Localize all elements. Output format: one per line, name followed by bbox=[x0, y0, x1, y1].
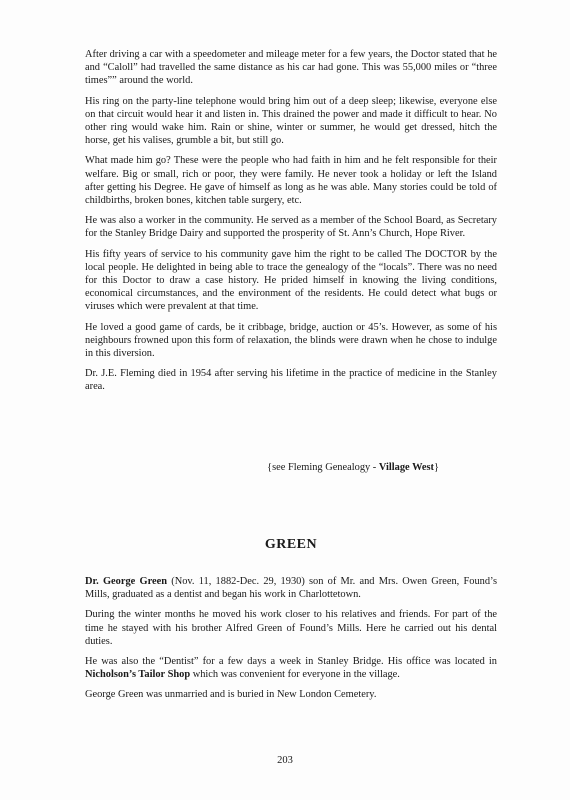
paragraph-cards: He loved a good game of cards, be it cribbage, bridge, auction or 45’s. However, as some of his neighbours frowned upon this form of relaxation, the blinds were drawn when he chose to indulge in this diversion. bbox=[85, 321, 497, 360]
fleming-section bbox=[85, 48, 497, 401]
paragraph-community: He was also a worker in the community. He served as a member of the School Board, as Secretary for the Stanley Bridge Dairy and supported the prosperity of St. Ann’s Church, Hope River. bbox=[85, 215, 497, 240]
section-heading-green: GREEN bbox=[264, 537, 318, 552]
paragraph-burial: George Green was unmarried and is buried in New London Cemetery. bbox=[85, 689, 377, 701]
reference-prefix: {see Fleming Genealogy - bbox=[267, 462, 379, 473]
genealogy-reference bbox=[85, 461, 497, 474]
dentist-before: He was also the “Dentist” for a few days a week in Stanley Bridge. His office was located in bbox=[85, 656, 497, 668]
dentist-after: which was convenient for everyone in the village. bbox=[190, 669, 400, 681]
tailor-shop-bold: Nicholson’s Tailor Shop bbox=[85, 669, 191, 681]
paragraph-service: His fifty years of service to his community gave him the right to be called The DOCTOR by the local people. He delighted in being able to trace the genealogy of the “locals”. There was no need for this Doctor to draw a case history. He prided himself in knowing the living conditions, economical circumstances, and the environment of the residents. He could detect what bugs or viruses which were prevalent at that time. bbox=[85, 248, 497, 313]
page-number: 203 bbox=[277, 755, 293, 766]
paragraph-motivation: What made him go? These were the people who had faith in him and he felt responsible for their welfare. Big or small, rich or poor, they were family. He never took a holiday or left the Island after getting his Degree. He gave of himself as long as he was able. Many stories could be told of childbirths, broken bones, kitchen table surgery, etc. bbox=[85, 155, 497, 207]
paragraph-george-green bbox=[85, 575, 497, 601]
paragraph-george-green-rest: (Nov. 11, 1882-Dec. 29, 1930) son of Mr. and Mrs. Owen Green, Found’s Mills, graduated as a dentist and began his work in Charlottetown. bbox=[85, 576, 497, 601]
green-section bbox=[85, 575, 497, 709]
reference-bold: Village West bbox=[378, 462, 434, 473]
name-bold: Dr. George Green bbox=[85, 576, 168, 587]
paragraph-winter: During the winter months he moved his work closer to his relatives and friends. For part of the time he stayed with his brother Alfred Green of Found’s Mills. Here he carried out his dental duties. bbox=[85, 609, 497, 647]
paragraph-telephone: His ring on the party-line telephone would bring him out of a deep sleep; likewise, everyone else on that circuit would hear it and listen in. This drained the power and made it difficult to hear. No other ring would wake him. Rain or shine, winter or summer, he would get dressed, hitch the horse, get his valises, grumble a bit, but still go. bbox=[85, 95, 497, 147]
reference-suffix: } bbox=[434, 462, 439, 473]
paragraph-dentist bbox=[85, 655, 497, 681]
paragraph-death: Dr. J.E. Fleming died in 1954 after serving his lifetime in the practice of medicine in the Stanley area. bbox=[85, 368, 497, 393]
paragraph-mileage: After driving a car with a speedometer and mileage meter for a few years, the Doctor stated that he and “Caloll” had travelled the same distance as his car had gone. This was 55,000 miles or “three times”” around the world. bbox=[85, 49, 497, 87]
